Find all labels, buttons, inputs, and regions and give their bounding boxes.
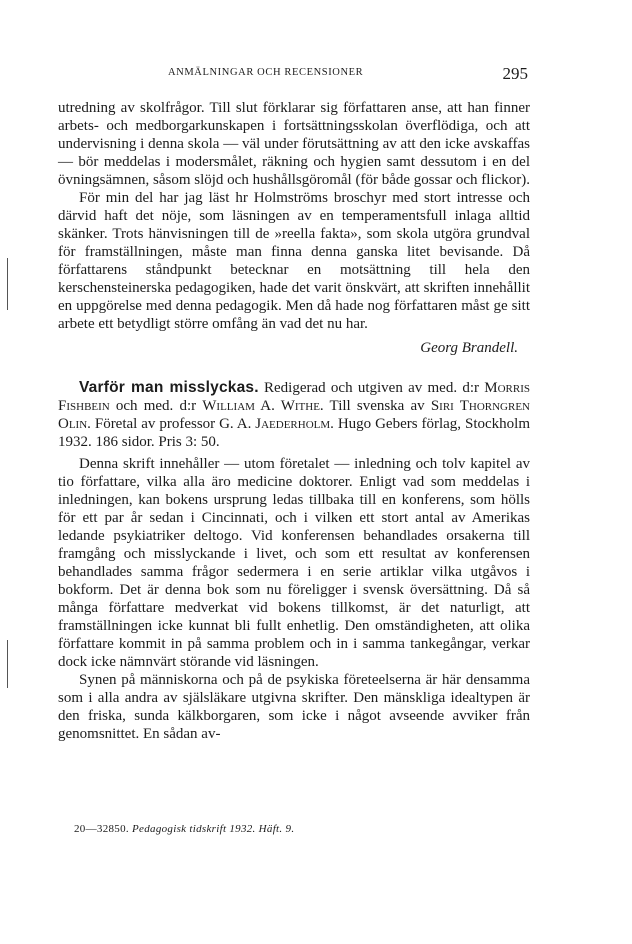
body-text bbox=[58, 99, 530, 743]
editor-name: Morris Fishbein bbox=[58, 380, 530, 414]
heading-text: Redigerad och utgiven av med. d:r bbox=[258, 380, 485, 396]
scan-edge-mark bbox=[7, 640, 8, 688]
paragraph: utredning av skolfrågor. Till slut förklarar sig författaren anse, att han finner arbets- och medborgarkunskapen i fortsättningsskolan överflödiga, och att undervisning i denna skola — väl under förutsättning av att den icke avskaffas — bör meddelas i modersmålet, räkning och hygien samt dessutom i en del övningsämnen, såsom slöjd och hushållsgöromål (för både gossar och flickor). bbox=[58, 100, 530, 188]
page-footer bbox=[74, 823, 294, 835]
scan-edge-mark bbox=[7, 258, 8, 310]
page-number: 295 bbox=[502, 64, 528, 83]
signature-mark: 20—32850. bbox=[74, 823, 129, 835]
foreword-author-name: Jaederholm bbox=[255, 416, 331, 432]
paragraph: För min del har jag läst hr Holmströms broschyr med stort intresse och därvid haft det nöje, som läsningen av en temperamentsfull inlaga alltid skänker. Trots hänvisningen till de »reella fakta», som skola utgöra grundval för framställningen, måste man finna denna ganska litet bevisande. Då författarens ståndpunkt betecknar en motsättning till hela den kerschensteinerska pedagogiken, hade det varit önskvärt, att skriften innehållit en uppgörelse med denna pedagogik. Men då hade nog författaren måst ge sitt arbete ett betydligt större omfång än vad det nu har. bbox=[58, 190, 530, 332]
paragraph: Synen på människorna och på de psykiska företeelserna är här densamma som i alla andra av själsläkare utgivna skrifter. Den mänskliga idealtypen är den friska, sunda kälkborgaren, som icke i något avseende avviker från genomsnittet. En sådan av- bbox=[58, 672, 530, 742]
book-title: Varför man misslyckas. bbox=[79, 379, 259, 396]
review-heading bbox=[58, 379, 530, 451]
heading-text: . Företal av professor G. A. bbox=[87, 416, 256, 432]
running-head bbox=[58, 64, 528, 86]
running-title: ANMÄLNINGAR OCH RECENSIONER bbox=[168, 67, 364, 78]
editor-name: William A. Withe bbox=[202, 398, 320, 414]
translator-name: Siri Thorngren Olin bbox=[58, 398, 530, 432]
heading-text: . Till svenska av bbox=[319, 398, 431, 414]
reviewer-signature: Georg Brandell. bbox=[420, 340, 518, 356]
paragraph: Denna skrift innehåller — utom företalet — inledning och tolv kapitel av tio författare, vilka alla äro medicine doktorer. Enligt vad som meddelas i inledningen, kan bokens ursprung ledas tillbaka till en konferens, som hölls för ett par år sedan i Cincinnati, och i vilken ett stort antal av Amerikas ledande psykiatriker deltogo. Vid konferensen behandlades orsakerna till framgång och misslyckande i livet, och som ett resultat av konferensen behandlades samma frågor sedermera i en serie artiklar vilka utgåvos i bokform. Det är denna bok som nu föreligger i svensk översättning. Då så många författare medverkat vid bokens tillkomst, är det naturligt, att framställningen icke kunnat bli fullt enhetlig. Den omständigheten, att olika författare kommit in på samma problem och in i samma tankegångar, verkar dock icke nämnvärt störande vid läsningen. bbox=[58, 456, 530, 670]
heading-text: och med. d:r bbox=[109, 398, 203, 414]
heading-text: . Hugo Gebers förlag, Stockholm 1932. 186 sidor. Pris 3: 50. bbox=[58, 416, 530, 450]
journal-reference: Pedagogisk tidskrift 1932. Häft. 9. bbox=[132, 823, 295, 835]
